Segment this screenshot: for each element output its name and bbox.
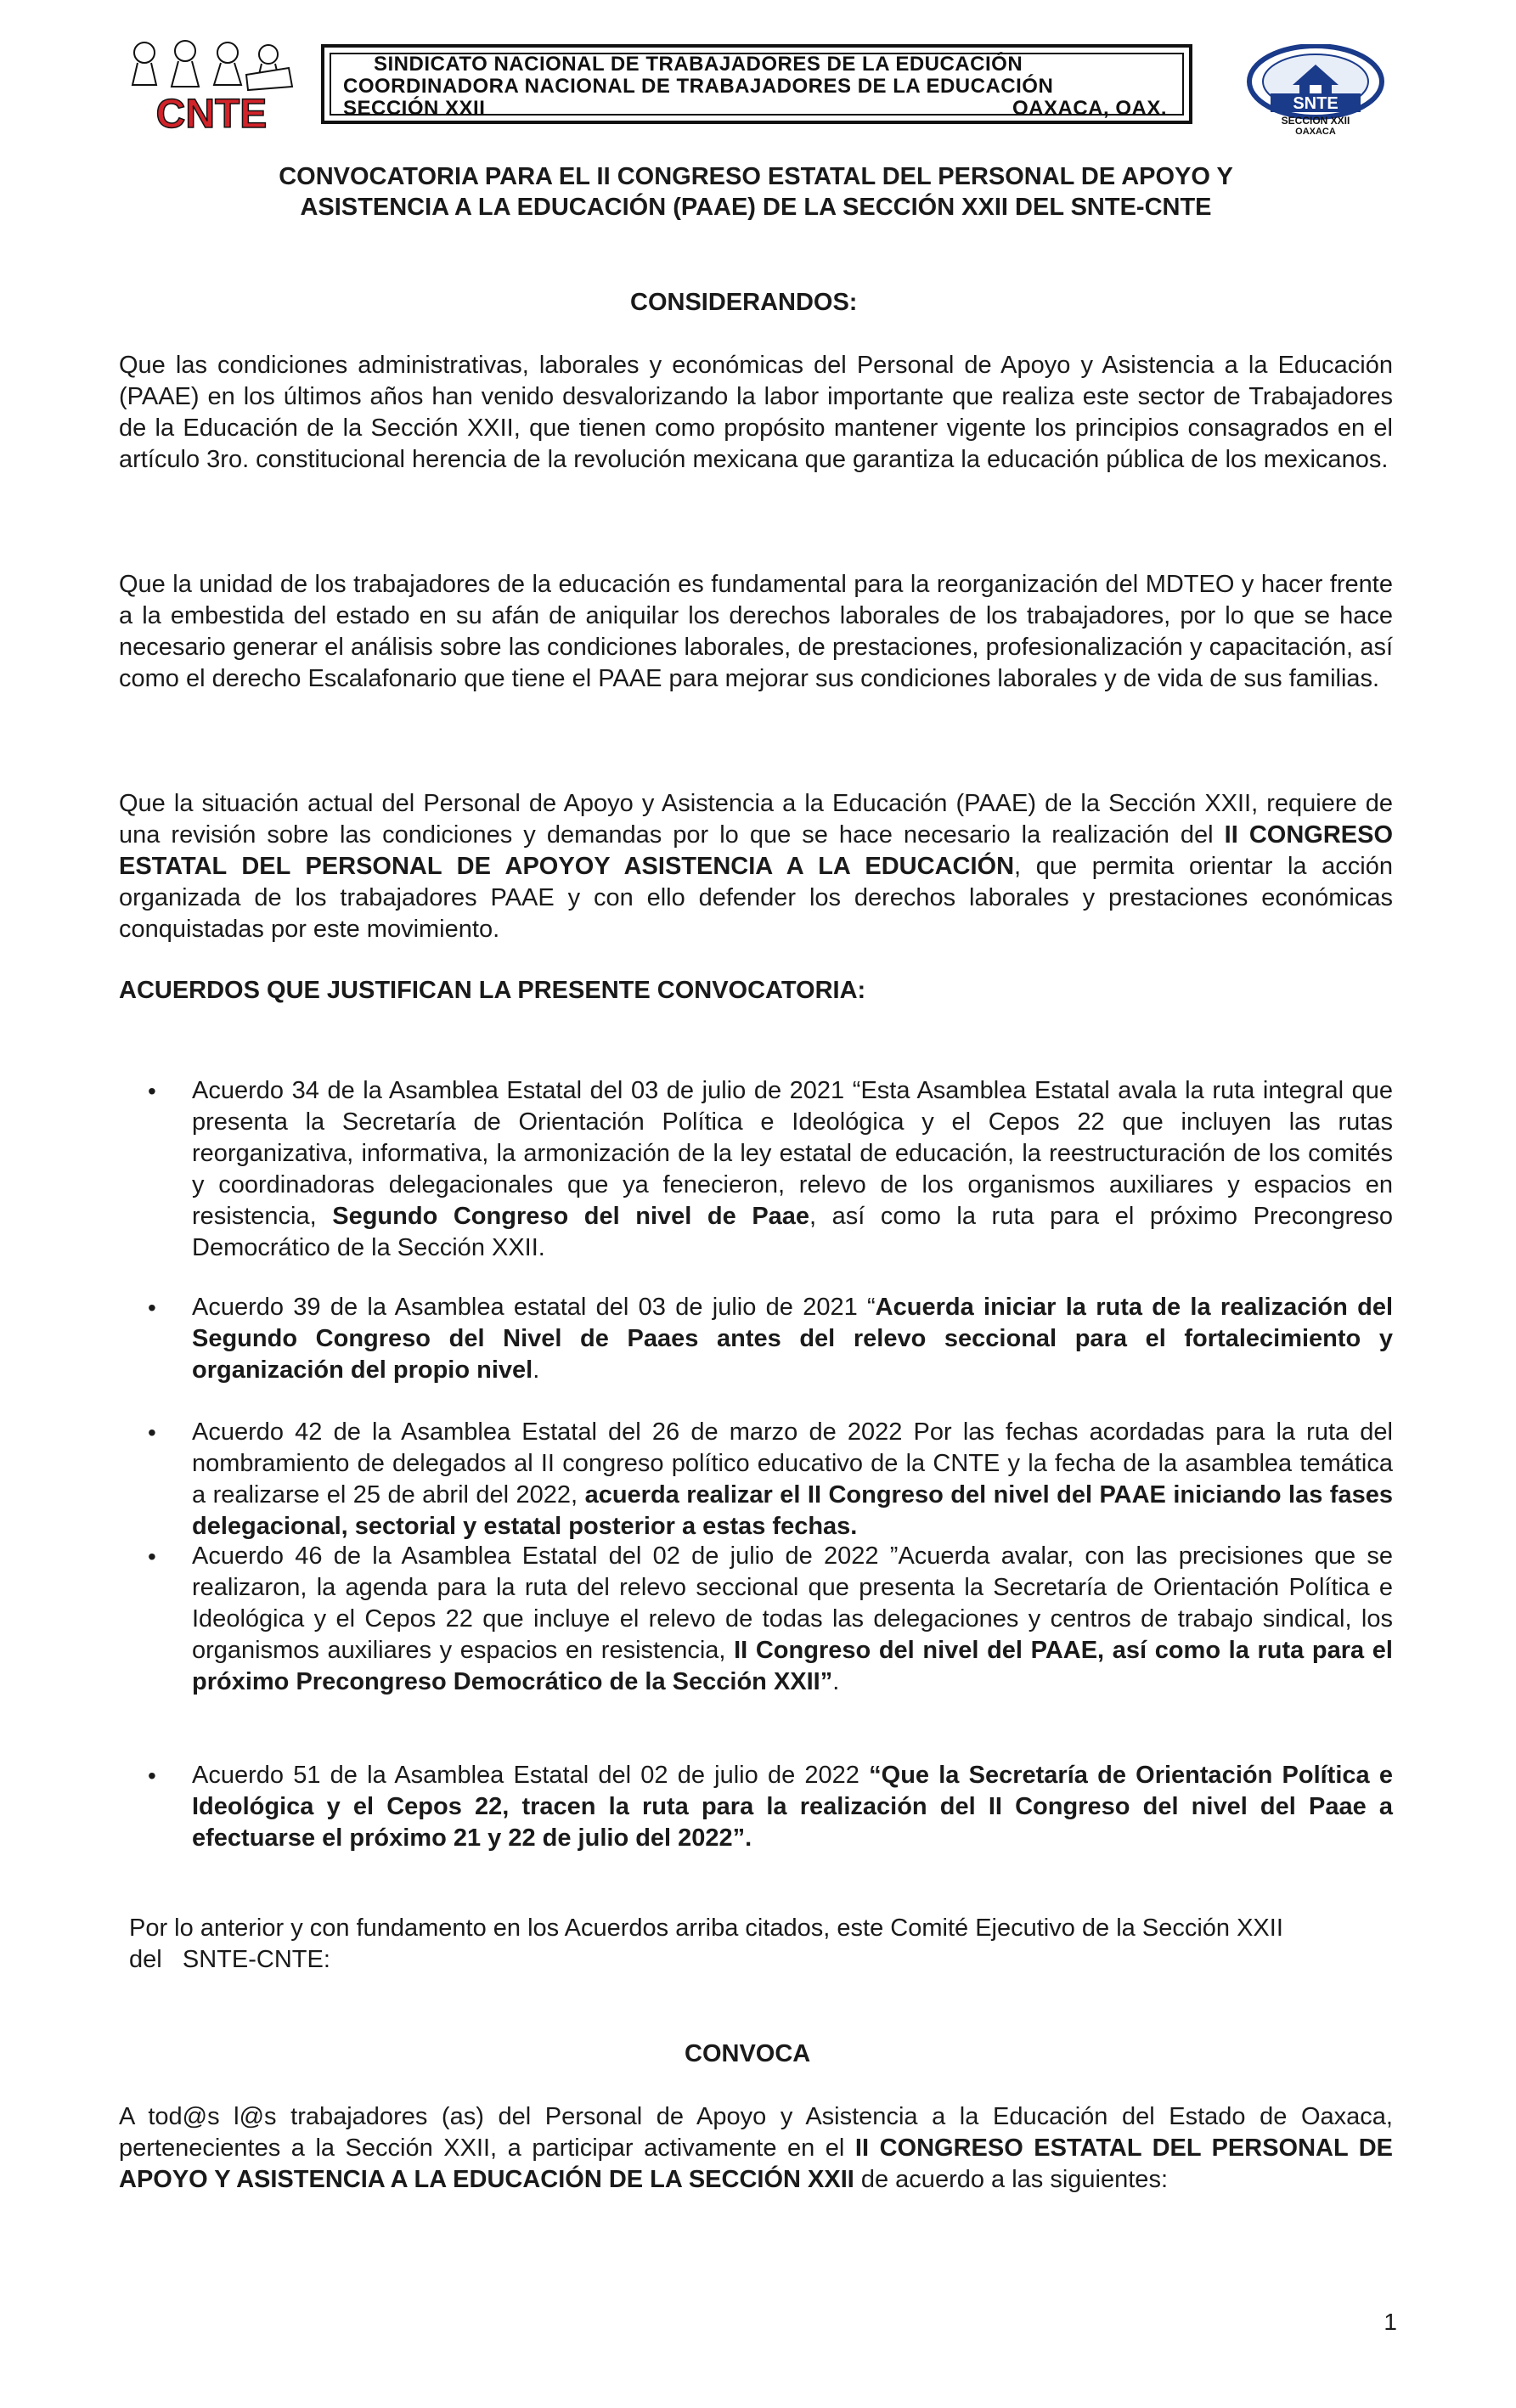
svg-text:SNTE: SNTE [1293,94,1338,113]
considerandos-heading: CONSIDERANDOS: [630,289,858,316]
header-banner [321,44,1192,124]
document-title [119,161,1393,223]
considerando-paragraph-2: Que la unidad de los trabajadores de la educación es fundamental para la reorganización del MDTEO y hacer frente a la embestida del estado en su afán de aniquilar los derechos laborales de los trabajadores, por lo que se hace necesario generar el análisis sobre las condiciones laborales, de prestaciones, profesionalización y capacitación, así como el derecho Escalafonario que tiene el PAAE para mejorar sus condiciones laborales y de vida de sus familias. [119,571,1393,692]
bullet-icon: • [148,1762,156,1789]
considerando-paragraph-3: Que la situación actual del Personal de Apoyo y Asistencia a la Educación (PAAE) de la Sección XXII, requiere de una revisión sobre las condiciones y demandas por lo que se hace necesario la realización del II CONGRESO ESTATAL DEL PERSONAL DE APOYOY ASISTENCIA A LA EDUCACIÓN, que permita orientar la acción organizada de los trabajadores PAAE y con ello defender los derechos laborales y prestaciones económicas conquistadas por este movimiento. [119,790,1394,943]
bullet-icon: • [148,1419,156,1446]
acuerdos-heading: ACUERDOS QUE JUSTIFICAN LA PRESENTE CONVOCATORIA: [119,977,866,1004]
fundamento-paragraph: Por lo anterior y con fundamento en los Acuerdos arriba citados, este Comité Ejecutivo de la Sección XXII del SNTE-CNTE: [129,1915,1283,1973]
location-label: OAXACA, OAX. [1012,97,1167,120]
convoca-heading: CONVOCA [685,2040,811,2067]
bullet-icon: • [148,1294,156,1321]
org-name-line2: COORDINADORA NACIONAL DE TRABAJADORES DE LA EDUCACIÓN [343,75,1054,98]
section-label: SECCIÓN XXII [343,97,486,120]
acuerdo-item: Acuerdo 51 de la Asamblea Estatal del 02 de julio de 2022 “Que la Secretaría de Orientación Política e Ideológica y el Cepos 22, tracen la ruta para la realización del II Congreso del nivel del Paae a efectuarse el próximo 21 y 22 de julio del 2022”. [192,1762,1393,1852]
title-line1: CONVOCATORIA PARA EL II CONGRESO ESTATAL DEL PERSONAL DE APOYO Y [279,163,1233,190]
page-number: 1 [1384,2309,1397,2335]
acuerdo-item: Acuerdo 46 de la Asamblea Estatal del 02 de julio de 2022 ”Acuerda avalar, con las precisiones que se realizaron, la agenda para la ruta del relevo seccional que presenta la Secretaría de Orientación Política e Ideológica y el Cepos 22 que incluye el relevo de todas las delegaciones y centros de trabajo sindical, los organismos auxiliares y espacios en resistencia, II Congreso del nivel del PAAE, así como la ruta para el próximo Precongreso Democrático de la Sección XXII”. [192,1542,1393,1695]
bullet-icon: • [148,1078,156,1104]
acuerdo-item: Acuerdo 34 de la Asamblea Estatal del 03 de julio de 2021 “Esta Asamblea Estatal avala la ruta integral que presenta la Secretaría de Orientación Política e Ideológica y el Cepos 22 que incluyen las rutas reorganizativa, informativa, la armonización de la ley estatal de educación, la reestructuración de los comités y coordinadoras delegacionales que ya fenecieron, relevo de los organismos auxiliares y espacios en resistencia, Segundo Congreso del nivel de Paae, así como la ruta para el próximo Precongreso Democrático de la Sección XXII. [192,1077,1393,1261]
acuerdo-item: Acuerdo 42 de la Asamblea Estatal del 26 de marzo de 2022 Por las fechas acordadas para la ruta del nombramiento de delegados al II congreso político educativo de la CNTE y la fecha de la asamblea temática a realizarse el 25 de abril del 2022, acuerda realizar el II Congreso del nivel del PAAE iniciando las fases delegacional, sectorial y estatal posterior a estas fechas. [192,1418,1393,1540]
bullet-icon: • [148,1543,156,1570]
convocatoria-paragraph: A tod@s l@s trabajadores (as) del Personal de Apoyo y Asistencia a la Educación del Estado de Oaxaca, pertenecientes a la Sección XXII, a participar activamente en el II CONGRESO ESTATAL DEL PERSONAL DE APOYO Y ASISTENCIA A LA EDUCACIÓN DE LA SECCIÓN XXII de acuerdo a las siguientes: [119,2103,1394,2193]
svg-text:CNTE: CNTE [155,92,268,134]
svg-text:OAXACA: OAXACA [1295,127,1336,136]
svg-text:SECCION XXII: SECCION XXII [1281,115,1350,127]
cnte-logo [119,34,304,134]
acuerdo-item: Acuerdo 39 de la Asamblea estatal del 03 de julio de 2021 “Acuerda iniciar la ruta de la realización del Segundo Congreso del Nivel de Paaes antes del relevo seccional para el fortalecimiento y organización del propio nivel. [192,1294,1394,1384]
org-name-line1: SINDICATO NACIONAL DE TRABAJADORES DE LA EDUCACIÓN [374,53,1023,76]
snte-seal-logo [1242,44,1389,136]
considerando-paragraph-1: Que las condiciones administrativas, laborales y económicas del Personal de Apoyo y Asistencia a la Educación (PAAE) en los últimos años han venido desvalorizando la labor importante que realiza este sector de Trabajadores de la Educación de la Sección XXII, que tienen como propósito mantener vigente los principios consagrados en el artículo 3ro. constitucional herencia de la revolución mexicana que garantiza la educación pública de los mexicanos. [119,352,1393,473]
title-line2: ASISTENCIA A LA EDUCACIÓN (PAAE) DE LA SECCIÓN XXII DEL SNTE-CNTE [300,194,1212,221]
